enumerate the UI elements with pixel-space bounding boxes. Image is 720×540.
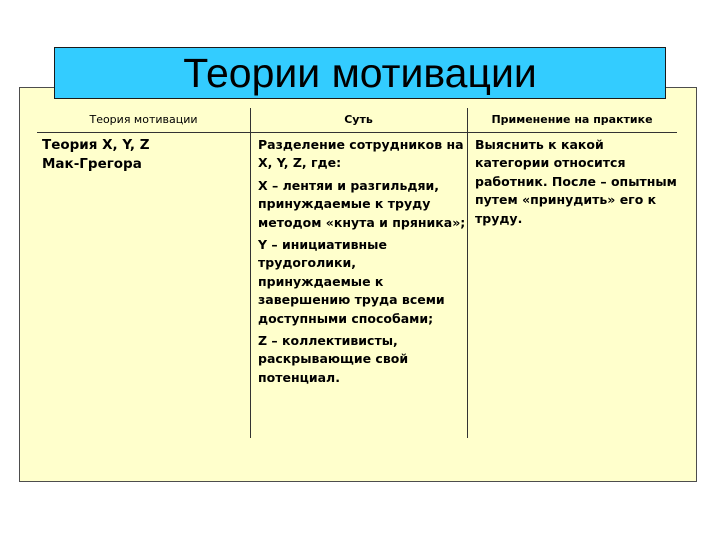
slide-title: Теории мотивации	[54, 47, 666, 99]
essence-x: X – лентяи и разгильдяи, принуждаемые к труду методом «кнута и пряника»;	[258, 177, 466, 230]
theory-cell	[42, 136, 242, 174]
theory-author: Мак-Грегора	[42, 156, 142, 172]
application-text: Выяснить к какой категории относится работник. После – опытным путем «принудить» его к труду.	[475, 137, 677, 226]
application-cell	[475, 136, 680, 228]
column-header-application: Применение на практике	[491, 112, 653, 126]
column-header-essence: Суть	[344, 112, 373, 126]
essence-cell	[258, 136, 466, 391]
essence-y: Y – инициативные трудоголики, принуждаемые к завершению труда всеми доступными способами;	[258, 237, 445, 326]
column-divider-1	[250, 108, 251, 438]
column-header-theory: Теория мотивации	[89, 112, 198, 126]
essence-z: Z – коллективисты, раскрывающие свой потенциал.	[258, 333, 409, 385]
column-divider-2	[467, 108, 468, 438]
header-divider	[37, 132, 677, 133]
theory-name: Теория X, Y, Z	[42, 137, 150, 153]
essence-intro: Разделение сотрудников на X, Y, Z, где:	[258, 137, 464, 171]
